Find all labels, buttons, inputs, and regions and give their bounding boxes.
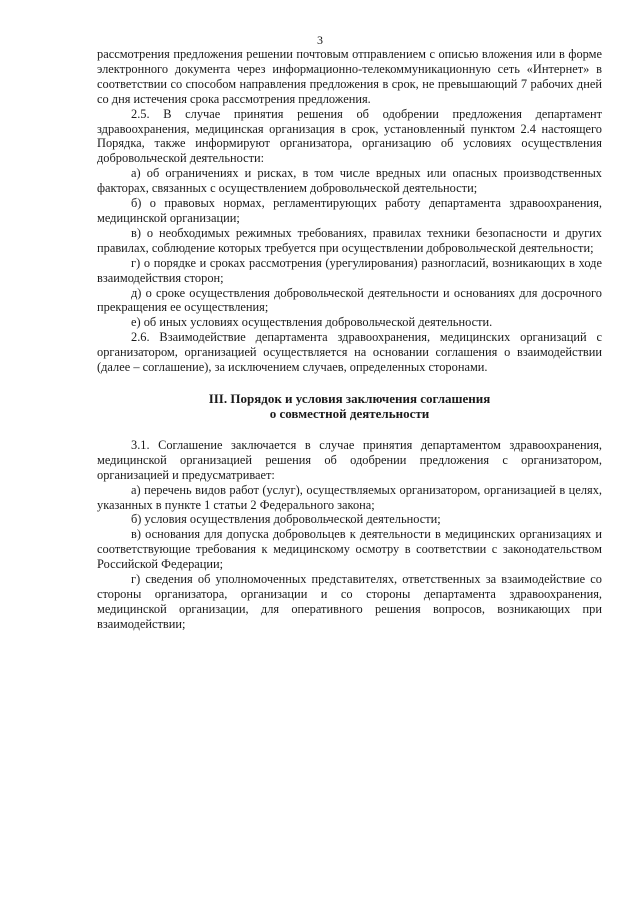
paragraph: 3.1. Соглашение заключается в случае принятия департаментом здравоохранения, медицинской организацией решения об одобрении предложения с организатором, организацией и предусматривает:	[97, 437, 602, 482]
paragraph: рассмотрения предложения решении почтовым отправлением с описью вложения или в форме электронного документа через информационно-телекоммуникационную сеть «Интернет» в соответствии со способом направления предложения в срок, не превышающий 7 рабочих дней со дня истечения срока рассмотрения предложения.	[97, 47, 602, 106]
paragraph: а) перечень видов работ (услуг), осуществляемых организатором, организацией в целях, указанных в пункте 1 статьи 2 Федерального закона;	[97, 482, 602, 512]
paragraph: б) условия осуществления добровольческой деятельности;	[131, 512, 441, 527]
paragraph: 2.6. Взаимодействие департамента здравоохранения, медицинских организаций с организатором, организацией осуществляется на основании соглашения о взаимодействии (далее – соглашение), за исключением случаев, определенных сторонами.	[97, 330, 602, 375]
section-title-line-2: о совместной деятельности	[269, 405, 430, 421]
paragraphs-after	[97, 438, 602, 632]
paragraph: г) сведения об уполномоченных представителях, ответственных за взаимодействие со стороны организатора, организации и со стороны департамента здравоохранения, медицинской организации, для оперативного решения вопросов, возникающих при взаимодействии;	[97, 572, 602, 631]
paragraph: в) о необходимых режимных требованиях, правилах техники безопасности и других правилах, соблюдение которых требуется при осуществлении добровольческой деятельности;	[97, 225, 602, 255]
paragraph: а) об ограничениях и рисках, в том числе вредных или опасных производственных факторах, связанных с осуществлением добровольческой деятельности;	[97, 166, 602, 196]
page-number: 3	[317, 33, 323, 47]
paragraph: г) о порядке и сроках рассмотрения (урегулирования) разногласий, возникающих в ходе взаимодействия сторон;	[97, 255, 602, 285]
paragraph: д) о сроке осуществления добровольческой деятельности и основаниях для досрочного прекращения ее осуществления;	[97, 285, 602, 315]
paragraph: е) об иных условиях осуществления добровольческой деятельности.	[131, 315, 493, 330]
section-title	[97, 391, 602, 421]
paragraphs-before	[97, 47, 602, 375]
paragraph: б) о правовых нормах, регламентирующих работу департамента здравоохранения, медицинской организации;	[97, 196, 602, 225]
paragraph: 2.5. В случае принятия решения об одобрении предложения департамент здравоохранения, медицинская организация в срок, установленный пунктом 2.4 настоящего Порядка, также информируют организатора, организацию об условиях осуществления добровольческой деятельности:	[97, 106, 602, 166]
paragraph: в) основания для допуска добровольцев к деятельности в медицинских организациях и соответствующие требования к медицинскому осмотру в соответствии с законодательством Российской Федерации;	[97, 527, 602, 572]
document-body	[97, 47, 602, 632]
section-title-line-1: III. Порядок и условия заключения соглашения	[208, 390, 491, 406]
